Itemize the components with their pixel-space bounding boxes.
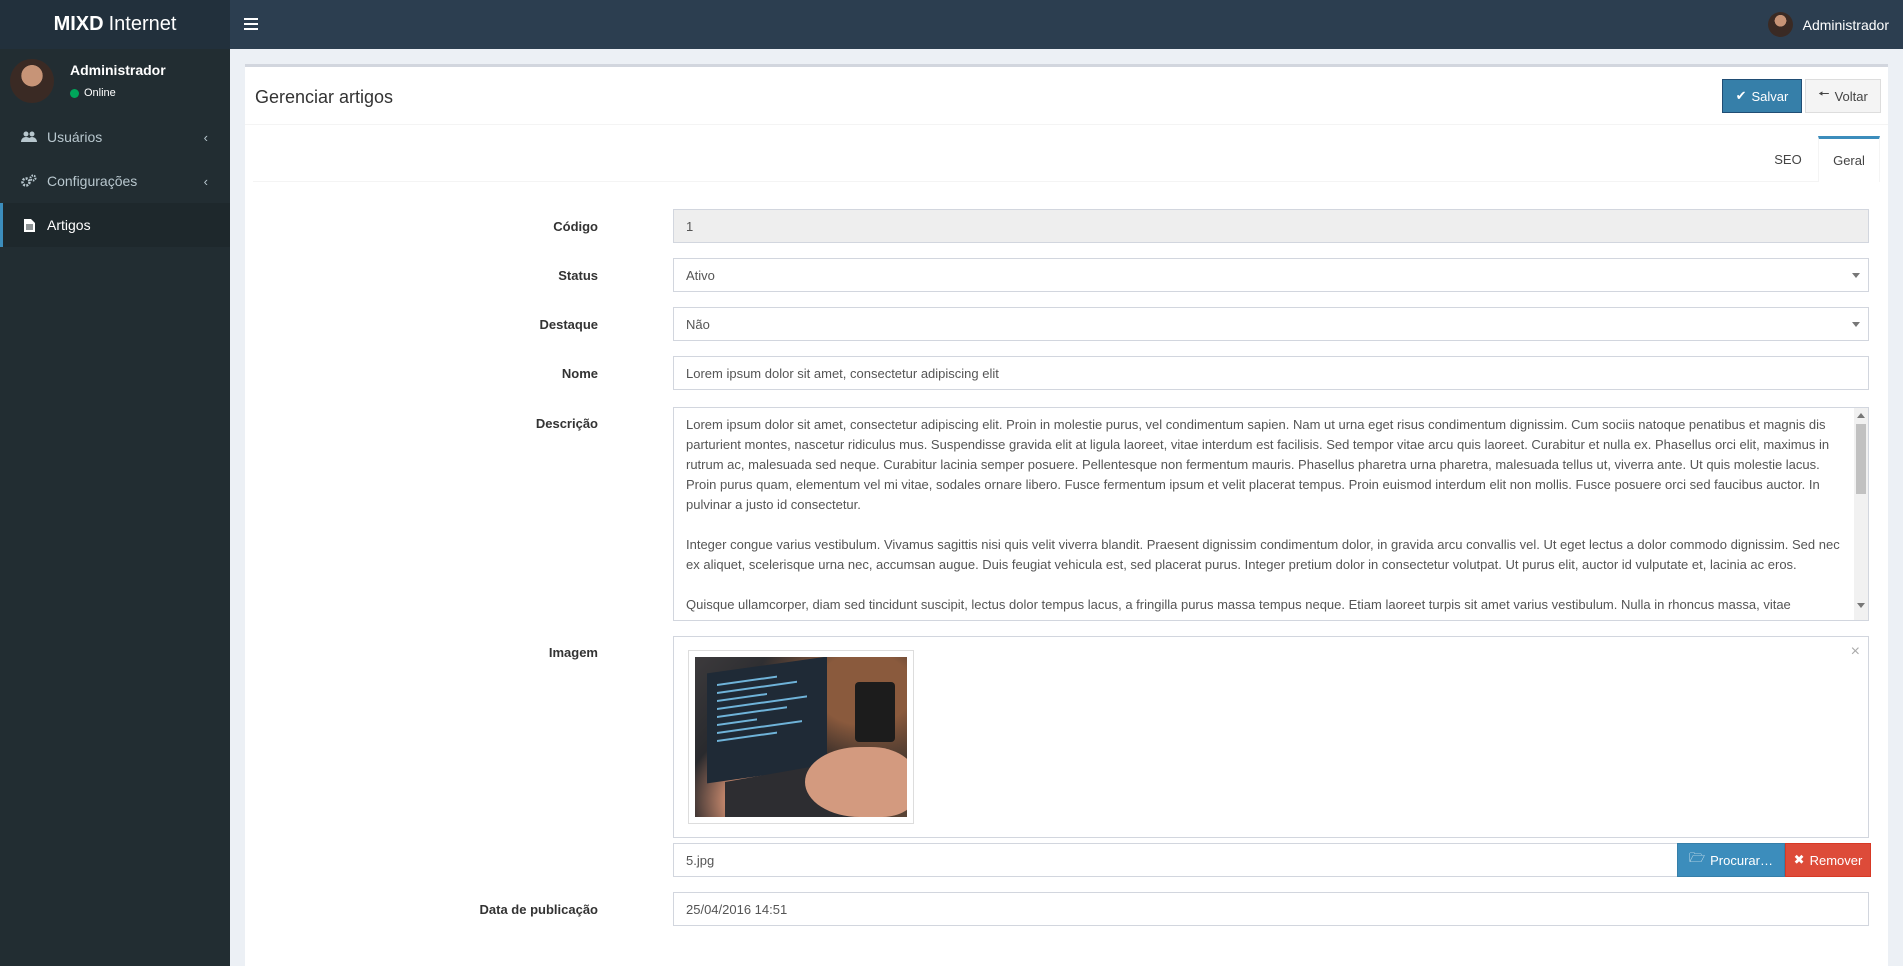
remove-label: Remover	[1809, 852, 1863, 868]
file-input-group	[673, 843, 1869, 877]
brand-light: Internet	[108, 13, 177, 35]
user-menu[interactable]	[1768, 12, 1889, 37]
tab-bar	[253, 136, 1880, 182]
remove-button[interactable]	[1785, 843, 1871, 877]
brand-logo[interactable]	[0, 0, 230, 49]
codigo-label: Código	[553, 219, 598, 234]
cogs-icon	[21, 174, 37, 188]
folder-open-icon: 🗁	[1689, 850, 1706, 865]
sidebar-menu	[0, 115, 230, 247]
laptop-photo	[695, 657, 907, 817]
codigo-value: 1	[686, 218, 694, 234]
page-title: Gerenciar artigos	[255, 87, 394, 107]
codigo-field	[673, 209, 1869, 243]
caret-down-icon	[1852, 322, 1860, 327]
sidebar-item-usuarios[interactable]	[0, 115, 230, 159]
avatar	[10, 59, 54, 103]
browse-label: Procurar…	[1710, 852, 1773, 868]
chevron-left-icon: ‹	[203, 173, 208, 189]
browse-button[interactable]	[1677, 843, 1785, 877]
image-preview-panel	[673, 636, 1869, 838]
nome-value: Lorem ipsum dolor sit amet, consectetur adipiscing elit	[686, 365, 999, 381]
save-button[interactable]	[1722, 79, 1802, 113]
avatar	[1768, 12, 1793, 37]
descricao-label: Descrição	[535, 416, 598, 431]
caret-down-icon	[1852, 273, 1860, 278]
user-status-label: Online	[84, 87, 116, 99]
sidebar-item-configuracoes[interactable]	[0, 159, 230, 203]
destaque-label: Destaque	[539, 317, 598, 332]
descricao-textarea[interactable]	[673, 407, 1869, 621]
check-icon: ✔	[1735, 88, 1747, 103]
close-icon[interactable]: ×	[1850, 643, 1860, 660]
close-icon: ✖	[1793, 852, 1805, 867]
destaque-select[interactable]	[673, 307, 1869, 341]
status-label: Status	[558, 268, 598, 283]
status-select[interactable]	[673, 258, 1869, 292]
scroll-thumb[interactable]	[1856, 424, 1866, 494]
back-button[interactable]	[1805, 79, 1881, 113]
sidebar-item-label: Artigos	[47, 217, 91, 233]
data-publicacao-input[interactable]	[673, 892, 1869, 926]
textarea-scrollbar[interactable]	[1854, 408, 1868, 620]
user-panel	[0, 49, 230, 111]
destaque-value: Não	[686, 316, 710, 332]
user-status	[70, 87, 116, 99]
file-icon	[21, 218, 37, 232]
data-publicacao-label: Data de publicação	[479, 902, 598, 917]
online-dot-icon	[70, 89, 79, 98]
descricao-paragraph: Integer congue varius vestibulum. Vivamus sagittis nisi quis velit viverra blandit. Praesent dignissim condimentum dolor, in gravida arcu convallis vel. Ut eget lectus a dolor commodo dignissim. Sed nec ex aliquet, scelerisque urna nec, accumsan augue. Duis feugiat vehicula est, sed placerat purus. Integer pretium dolor in consectetur volutpat. Ut purus elit, auctor id vulputate et, lacinia ac eros.	[686, 537, 1840, 572]
users-icon	[21, 130, 37, 144]
descricao-paragraph: Lorem ipsum dolor sit amet, consectetur adipiscing elit. Proin in molestie purus, vel condimentum sapien. Nam ut urna eget risus condimentum dignissim. Cum sociis natoque penatibus et magnis dis parturient montes, nascetur ridiculus mus. Suspendisse gravida elit at ligula laoreet, vitae interdum est facilisis. Sed tempor vitae arcu quis laoreet. Curabitur et nulla ex. Phasellus orci elit, maximus in rutrum ac, malesuada sed neque. Curabitur lacinia semper posuere. Pellentesque non fermentum mauris. Phasellus pharetra urna pharetra, malesuada tellus ut, viverra ante. Ut quis molestie lacus. Proin purus quam, elementum vel mi vitae, sodales ornare libero. Fusce fermentum ipsum et velit placerat tempus. Proin euismod interdum elit non mollis. Fusce posuere orci sed faucibus auctor. In pulvinar a justo id consectetur.	[686, 417, 1830, 512]
chevron-left-icon: ‹	[203, 129, 208, 145]
sidebar-item-artigos[interactable]	[0, 203, 230, 247]
status-value: Ativo	[686, 267, 715, 283]
descricao-paragraph: Quisque ullamcorper, diam sed tincidunt suscipit, lectus dolor tempus lacus, a fringilla purus massa tempus neque. Etiam laoreet turpis sit amet varius vestibulum. Nulla in rhoncus massa, vitae	[686, 597, 1791, 612]
sidebar	[0, 49, 230, 966]
top-navbar	[230, 0, 1903, 49]
divider	[245, 124, 1888, 125]
tab-seo[interactable]: SEO	[1774, 151, 1802, 167]
scroll-up-icon[interactable]	[1857, 413, 1865, 418]
arrow-left-icon: 🠔	[1818, 86, 1830, 101]
save-label: Salvar	[1751, 88, 1789, 104]
user-panel-name: Administrador	[70, 62, 166, 78]
scroll-down-icon[interactable]	[1857, 603, 1865, 608]
imagem-label: Imagem	[548, 645, 598, 660]
data-publicacao-value: 25/04/2016 14:51	[686, 901, 788, 917]
sidebar-item-label: Configurações	[47, 173, 138, 189]
file-name-input[interactable]: 5.jpg	[686, 853, 715, 868]
nome-label: Nome	[561, 366, 598, 381]
user-menu-name: Administrador	[1802, 16, 1889, 33]
back-label: Voltar	[1834, 88, 1868, 104]
tab-geral[interactable]: Geral	[1818, 136, 1880, 182]
nome-input[interactable]	[673, 356, 1869, 390]
content-box	[245, 64, 1888, 966]
sidebar-item-label: Usuários	[47, 129, 103, 145]
sidebar-toggle-icon[interactable]	[244, 15, 258, 33]
brand-bold: MIXD	[53, 13, 104, 35]
image-thumbnail	[688, 650, 914, 824]
